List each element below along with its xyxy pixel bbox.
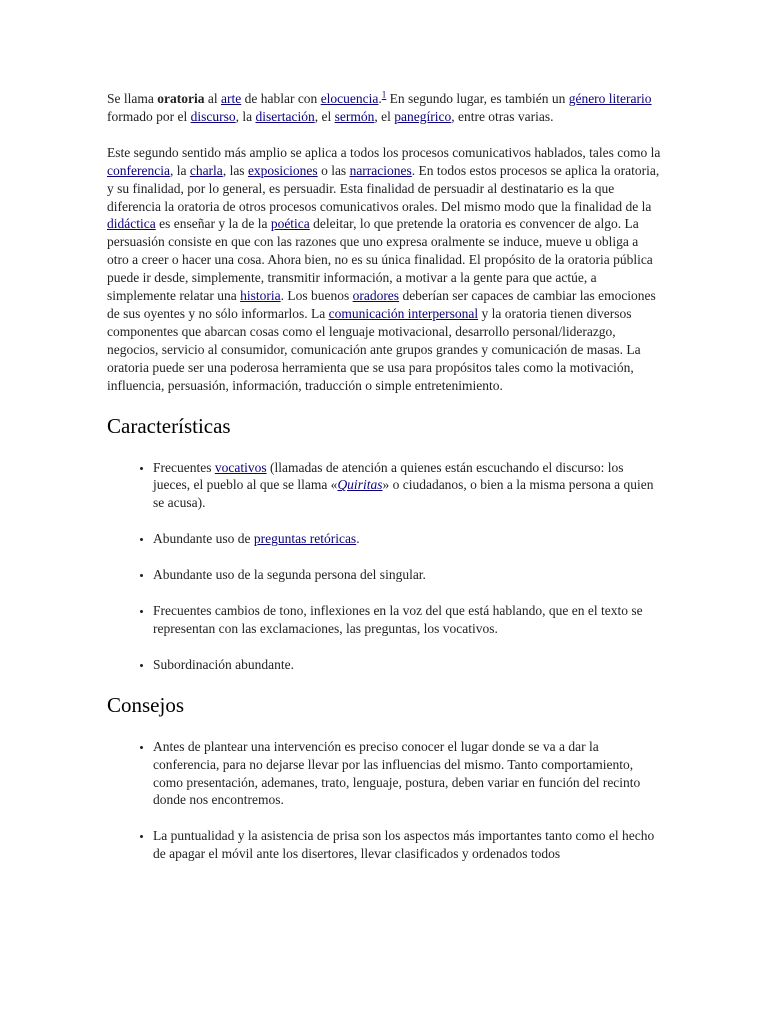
text: , la (235, 108, 256, 124)
text: » o ciudadanos, o bien a la misma persona a quien se acusa). (153, 477, 654, 511)
text: Este segundo sentido más amplio se aplica a todos los procesos comunicativos hablados, tales como la (107, 144, 661, 160)
list-item: • Frecuentes cambios de tono, inflexiones en la voz del que está hablando, que en el texto se representan con las exclamaciones, las preguntas, los vocativos. (153, 602, 663, 638)
link-historia[interactable]: historia (240, 288, 281, 304)
text: es enseñar y la de la (155, 216, 271, 232)
link-panegirico[interactable]: panegírico (394, 108, 452, 124)
link-quiritas[interactable]: Quiritas (337, 477, 383, 493)
link-preguntas-retoricas[interactable]: preguntas retóricas (253, 531, 357, 547)
link-disertacion[interactable]: disertación (255, 108, 315, 124)
body-paragraph (107, 144, 663, 395)
link-charla[interactable]: charla (189, 162, 223, 178)
document-page (107, 90, 663, 881)
link-comunicacion-interpersonal[interactable]: comunicación interpersonal (328, 305, 479, 321)
text: . En todos estos procesos se aplica la oratoria, y su finalidad, por lo general, es persuadir. Esta finalidad de persuadir al destinatario es la que diferencia la oratoria de otros procesos comunicativos orales. Del mismo modo que la finalidad de la (107, 162, 660, 214)
link-exposiciones[interactable]: exposiciones (247, 162, 318, 178)
text: Se llama (107, 91, 158, 106)
text: (llamadas de atención a quienes están escuchando el discurso: los jueces, el pueblo al que se llama « (153, 459, 624, 493)
text: , la (169, 162, 190, 178)
list-item: • Abundante uso de la segunda persona del singular. (153, 566, 663, 584)
footnote-ref-1[interactable]: 1 (381, 89, 387, 100)
link-poetica[interactable]: poética (270, 216, 310, 232)
term-oratoria: oratoria (157, 91, 205, 106)
text: , las (222, 162, 248, 178)
text: de hablar con (241, 91, 321, 106)
link-discurso[interactable]: discurso (190, 108, 236, 124)
link-conferencia[interactable]: conferencia (107, 162, 170, 178)
text: deleitar, lo que pretende la oratoria es convencer de algo. La persuasión consiste en que con las razones que uno expresa oralmente se induce, mueve u obliga a otro a creer o hacer una cosa. Ahora bien, no es su única finalidad. El propósito de la oratoria pública puede ir desde, simplemente, transmitir información, a motivar a la gente para que actúe, a simplemente relatar una (107, 216, 653, 304)
text: Frecuentes (153, 459, 215, 475)
link-oradores[interactable]: oradores (352, 288, 400, 304)
intro-paragraph (107, 90, 663, 126)
list-item: • Subordinación abundante. (153, 656, 663, 674)
heading-caracteristicas: Características (107, 413, 231, 438)
link-narraciones[interactable]: narraciones (349, 162, 412, 178)
link-didactica[interactable]: didáctica (107, 216, 156, 232)
caracteristicas-list (107, 459, 663, 674)
link-arte[interactable]: arte (220, 91, 242, 106)
consejos-list (107, 738, 663, 863)
text: formado por el (107, 108, 191, 124)
link-vocativos[interactable]: vocativos (214, 459, 267, 475)
link-elocuencia[interactable]: elocuencia (320, 91, 379, 106)
text: o las (317, 162, 350, 178)
list-item: • Antes de plantear una intervención es preciso conocer el lugar donde se va a dar la conferencia, para no dejarse llevar por las influencias del mismo. Tanto comportamiento, como presentación, ademanes, trato, lenguaje, postura, deben variar en función del recinto donde nos encontremos. (153, 738, 663, 810)
text: . Los buenos (280, 288, 353, 304)
text: En segundo lugar, es también un (386, 91, 569, 106)
heading-consejos: Consejos (107, 692, 185, 717)
text: al (204, 91, 221, 106)
text: deberían ser capaces de cambiar las emociones de sus oyentes y no sólo informarlos. La (107, 288, 656, 321)
link-sermon[interactable]: sermón (334, 108, 375, 124)
list-item (153, 530, 663, 548)
link-genero-literario[interactable]: género literario (568, 91, 652, 106)
list-item: • La puntualidad y la asistencia de prisa son los aspectos más importantes tanto como el hecho de apagar el móvil ante los disertores, llevar clasificados y ordenados todos (153, 827, 663, 863)
text: y la oratoria tienen diversos componentes que abarcan cosas como el lenguaje motivacional, desarrollo personal/liderazgo, negocios, servicio al consumidor, comunicación ante grupos grandes y comunicación de masas. La oratoria puede ser una poderosa herramienta que se usa para propósitos tales como la motivación, influencia, persuasión, información, traducción o simple entretenimiento. (107, 305, 641, 393)
text: . (378, 91, 382, 106)
text: , entre otras varias. (451, 108, 554, 124)
text: , el (314, 108, 335, 124)
list-item (153, 459, 663, 513)
text: . (356, 531, 360, 547)
text: Abundante uso de (153, 531, 254, 547)
text: , el (374, 108, 395, 124)
